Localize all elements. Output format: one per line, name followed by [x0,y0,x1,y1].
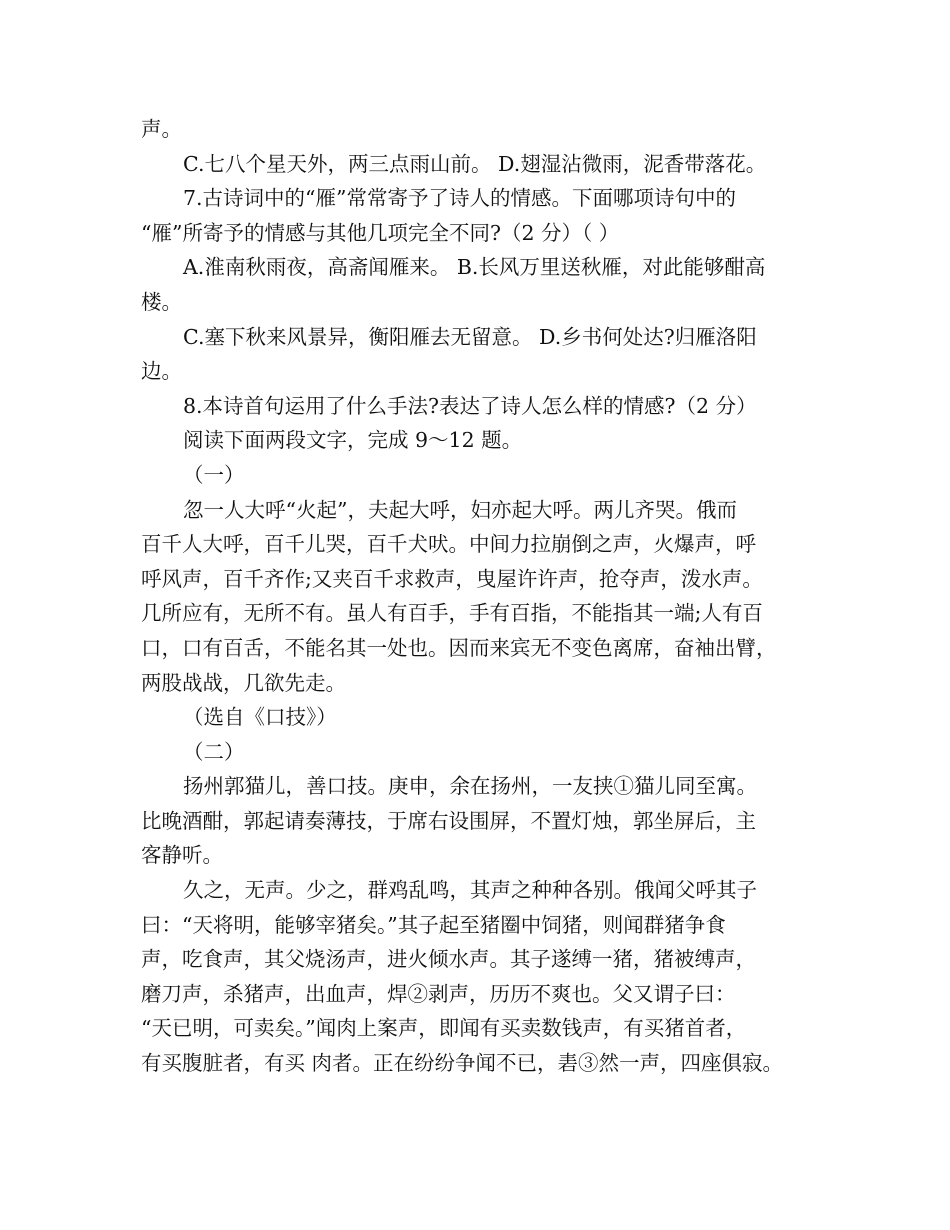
options-line: A.淮南秋雨夜，高斋闻雁来。 B.长风万里送秋雁，对此能够酣高 [183,255,766,280]
section-heading-2: （二） [183,739,245,764]
passage-1-line: 几所应有，无所不有。虽人有百手，手有百指，不能指其一端;人有百 [141,601,763,626]
text-line: 声。 [141,117,182,141]
passage-2-line: 客静听。 [141,843,223,868]
reading-instruction: 阅读下面两段文字，完成 9～12 题。 [183,428,523,453]
options-line: C.七八个星天外，两三点雨山前。 D.翅湿沾微雨，泥香带落花。 [183,151,767,176]
passage-1-line: 口，口有百舌，不能名其一处也。因而来宾无不变色离席，奋袖出臂， [141,635,777,660]
section-heading-1: （一） [183,462,245,487]
passage-2-line: “天已明，可卖矣。”闻肉上案声，即闻有买卖数钱声，有买猪首者， [141,1016,747,1041]
question-7: 7.古诗词中的“雁”常常寄予了诗人的情感。下面哪项诗句中的 [183,186,737,211]
passage-1-line: 百千人大呼，百千儿哭，百千犬吠。中间力拉崩倒之声，火爆声，呼 [141,532,756,557]
passage-1-source: （选自《口技》） [183,705,337,730]
options-line: C.塞下秋来风景异，衡阳雁去无留意。 D.乡书何处达?归雁洛阳 [183,324,757,349]
passage-1-line: 两股战战，几欲先走。 [141,670,346,695]
text-line: 边。 [141,359,182,384]
text-line: 楼。 [141,289,182,314]
passage-1-line: 忽一人大呼“火起”，夫起大呼，妇亦起大呼。两儿齐哭。俄而 [183,497,737,522]
passage-2-line: 比晚酒酣，郭起请奏薄技，于席右设围屏，不置灯烛，郭坐屏后，主 [141,808,756,833]
passage-2-line: 曰：“天将明，能够宰猪矣。”其子起至猪圈中饲猪，则闻群猪争食 [141,912,726,937]
question-7-cont: “雁”所寄予的情感与其他几项完全不同?（2 分）（ ） [141,220,620,245]
document-page [141,112,821,1081]
passage-2-line: 声，吃食声，其父烧汤声，进火倾水声。其子遂缚一猪，猪被缚声， [141,947,756,972]
passage-2-line: 久之，无声。少之，群鸡乱鸣，其声之种种各别。俄闻父呼其子 [183,878,757,903]
passage-2-line: 磨刀声，杀猪声，出血声，焊②剥声，历历不爽也。父又谓子曰： [141,981,736,1006]
question-8: 8.本诗首句运用了什么手法?表达了诗人怎么样的情感?（2 分） [183,393,757,418]
passage-2-line: 有买腹脏者，有买 肉者。正在纷纷争闻不已，砉③然一声，四座俱寂。 [141,1051,784,1076]
passage-2-line: 扬州郭猫儿，善口技。庚申，余在扬州，一友挟①猫儿同至寓。 [183,774,757,799]
passage-1-line: 呼风声，百千齐作;又夹百千求救声，曳屋许许声，抢夺声，泼水声。 [141,566,763,591]
